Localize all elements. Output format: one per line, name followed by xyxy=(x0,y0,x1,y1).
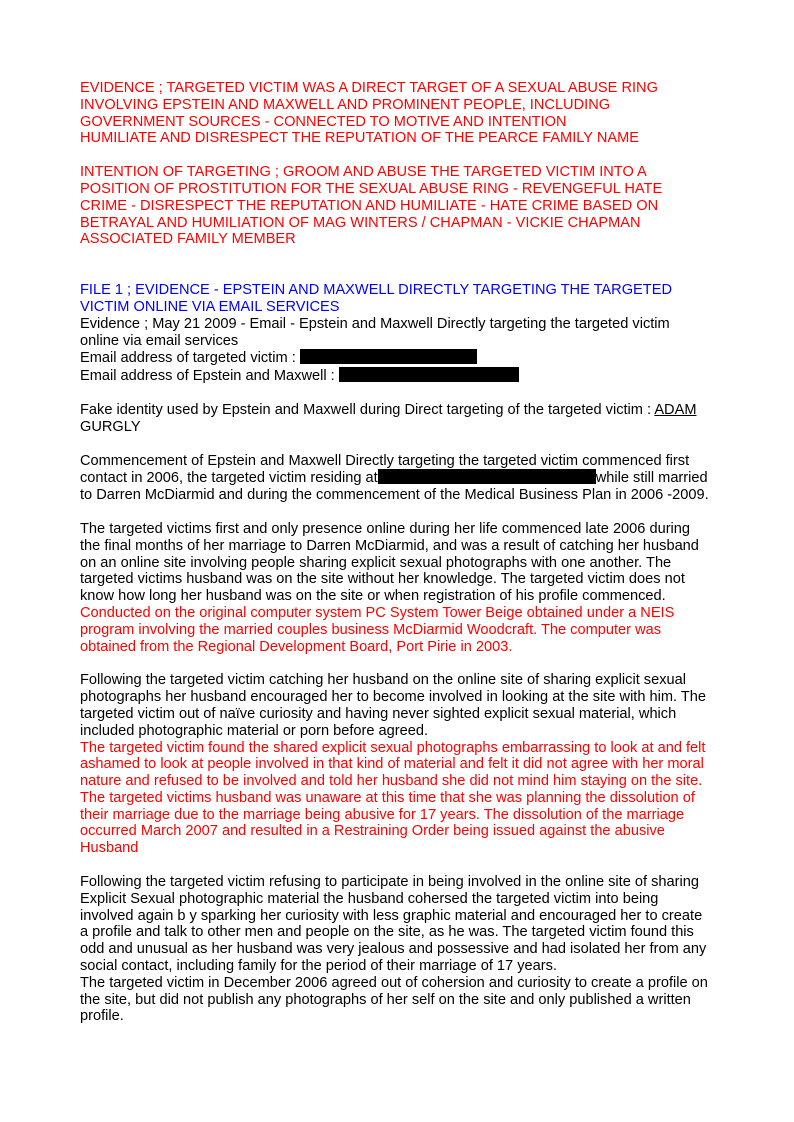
fake-identity-name: ADAM xyxy=(654,401,697,418)
heading-line: INVOLVING EPSTEIN AND MAXWELL AND PROMINENT PEOPLE, INCLUDING xyxy=(80,96,611,113)
heading-line: ASSOCIATED FAMILY MEMBER xyxy=(80,231,296,248)
paragraph-line: The targeted victim in December 2006 agreed out of cohersion and curiosity to create a profile on xyxy=(80,974,708,991)
em-email-row xyxy=(80,367,720,385)
paragraph-line: included photographic material or porn before agreed. xyxy=(80,722,429,739)
paragraph-line: Following the targeted victim refusing to participate in being involved in the online site of sharing xyxy=(80,874,699,891)
heading-line: HUMILIATE AND DISRESPECT THE REPUTATION OF THE PEARCE FAMILY NAME xyxy=(80,130,639,147)
paragraph-text: contact in 2006, the targeted victim residing at xyxy=(80,470,378,487)
following-paragraph-1 xyxy=(80,672,720,857)
paragraph-line: targeted victims husband was on the site without her knowledge. The targeted victim does not xyxy=(80,571,685,588)
redaction-bar xyxy=(378,469,596,484)
paragraph-line: ashamed to look at people involved in that kind of material and felt it did not agree with her moral xyxy=(80,756,704,773)
paragraph-line: odd and unusual as her husband was very jealous and possessive and had isolated her from any xyxy=(80,941,707,958)
paragraph-line: Commencement of Epstein and Maxwell Directly targeting the targeted victim commenced first xyxy=(80,452,690,469)
heading-line: INTENTION OF TARGETING ; GROOM AND ABUSE THE TARGETED VICTIM INTO A xyxy=(80,164,647,181)
paragraph-line: to Darren McDiarmid and during the commencement of the Medical Business Plan in 2006 -2009. xyxy=(80,487,709,504)
file-heading-line: VICTIM ONLINE VIA EMAIL SERVICES xyxy=(80,298,340,315)
evidence-heading-block xyxy=(80,80,720,147)
file1-heading xyxy=(80,282,720,316)
paragraph-line: photographs her husband encouraged her to become involved in looking at the site with him. The xyxy=(80,689,707,706)
heading-line: GOVERNMENT SOURCES - CONNECTED TO MOTIVE AND INTENTION xyxy=(80,113,567,130)
intention-heading-block xyxy=(80,164,720,248)
paragraph-line: targeted victim out of naïve curiosity and having never sighted explicit sexual material, which xyxy=(80,705,677,722)
paragraph-line: Explicit Sexual photographic material the husband cohersed the targeted victim into being xyxy=(80,890,659,907)
paragraph-line: obtained from the Regional Development Board, Port Pirie in 2003. xyxy=(80,638,513,655)
paragraph-line: the site, but did not publish any photographs of her self on the site and only published a written xyxy=(80,991,691,1008)
online-presence-paragraph xyxy=(80,521,720,655)
paragraph-line: The targeted victims first and only presence online during her life commenced late 2006 during xyxy=(80,520,691,537)
paragraph-line: their marriage due to the marriage being abusive for 17 years. The dissolution of the marriage xyxy=(80,806,685,823)
paragraph-line: involved again b y sparking her curiosity with less graphic material and encouraged her to create xyxy=(80,907,703,924)
heading-line: BETRAYAL AND HUMILIATION OF MAG WINTERS / CHAPMAN - VICKIE CHAPMAN xyxy=(80,214,641,231)
victim-email-label: Email address of targeted victim : xyxy=(80,350,300,367)
paragraph-text: while still married xyxy=(595,470,708,487)
document-page xyxy=(80,80,720,1025)
paragraph-line: know how long her husband was on the site or when registration of his profile commenced. xyxy=(80,588,666,605)
paragraph-line: The targeted victim found the shared explicit sexual photographs embarrassing to look at and felt xyxy=(80,739,706,756)
file1-evidence xyxy=(80,316,720,385)
file-heading-line: FILE 1 ; EVIDENCE - EPSTEIN AND MAXWELL DIRECTLY TARGETING THE TARGETED xyxy=(80,282,672,299)
fake-identity xyxy=(80,402,720,436)
paragraph-line: on an online site involving people sharing explicit sexual photographs with one another. The xyxy=(80,554,672,571)
fake-identity-text: Fake identity used by Epstein and Maxwell during Direct targeting of the targeted victim : xyxy=(80,401,655,418)
heading-line: CRIME - DISRESPECT THE REPUTATION AND HUMILIATE - HATE CRIME BASED ON xyxy=(80,197,659,214)
heading-line: POSITION OF PROSTITUTION FOR THE SEXUAL ABUSE RING - REVENGEFUL HATE xyxy=(80,180,663,197)
paragraph-line: Conducted on the original computer system PC System Tower Beige obtained under a NEIS xyxy=(80,604,675,621)
paragraph-line: occurred March 2007 and resulted in a Restraining Order being issued against the abusive xyxy=(80,823,665,840)
victim-email-row xyxy=(80,349,720,367)
em-email-label: Email address of Epstein and Maxwell : xyxy=(80,368,339,385)
redaction-bar xyxy=(300,349,477,364)
paragraph-line: program involving the married couples business McDiarmid Woodcraft. The computer was xyxy=(80,621,662,638)
commencement-paragraph xyxy=(80,453,720,504)
paragraph-line: profile. xyxy=(80,1008,124,1025)
evidence-line: Evidence ; May 21 2009 - Email - Epstein and Maxwell Directly targeting the targeted victim xyxy=(80,315,670,332)
paragraph-line: the final months of her marriage to Darren McDiarmid, and was a result of catching her husband xyxy=(80,537,699,554)
following-paragraph-2 xyxy=(80,874,720,1025)
paragraph-line: Husband xyxy=(80,840,139,857)
redaction-bar xyxy=(339,367,519,382)
paragraph-line: The targeted victims husband was unaware at this time that she was planning the dissolution of xyxy=(80,789,695,806)
evidence-line: online via email services xyxy=(80,332,239,349)
fake-identity-name-cont: GURGLY xyxy=(80,418,141,435)
paragraph-line: a profile and talk to other men and people on the site, as he was. The targeted victim found this xyxy=(80,924,694,941)
heading-line: EVIDENCE ; TARGETED VICTIM WAS A DIRECT TARGET OF A SEXUAL ABUSE RING xyxy=(80,80,658,96)
paragraph-line: social contact, including family for the period of their marriage of 17 years. xyxy=(80,958,557,975)
paragraph-line: Following the targeted victim catching her husband on the online site of sharing explicit sexual xyxy=(80,672,686,689)
paragraph-line: nature and refused to be involved and told her husband she did not mind him staying on the site. xyxy=(80,773,703,790)
